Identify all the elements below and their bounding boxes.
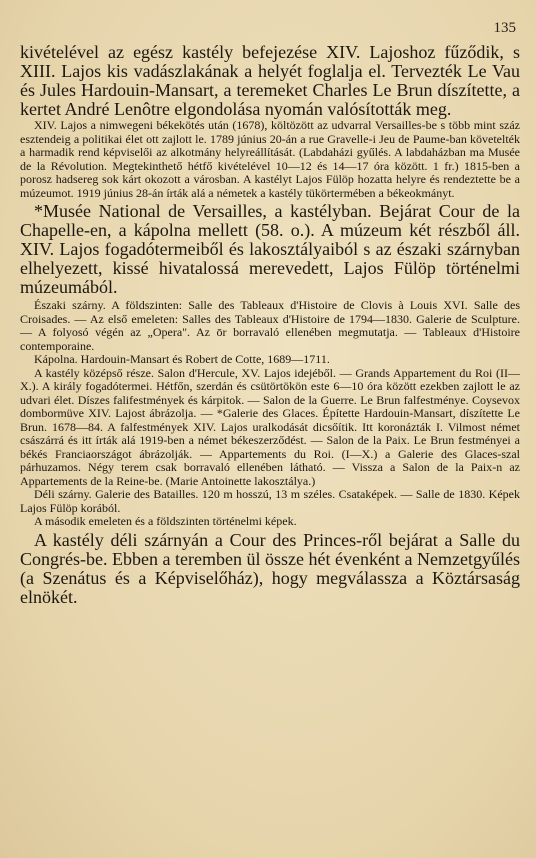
congress-paragraph: A kastély déli szárnyán a Cour des Princes-ről bejárat a Salle du Congrés-be. Ebben a teremben ül össze hét évenként a Nemzetgyűlés (a Szenátus és a Képviselőház), hogy megválassza a Köztársaság elnökét. [20,529,520,607]
page-number: 135 [493,20,516,36]
second-floor-paragraph: A második emeleten és a földszinten történelmi képek. [34,514,297,528]
history-paragraph: XIV. Lajos a nimwegeni békekötés után (1678), költözött az udvarral Versailles-be s több mint száz esztendeig a politikai élet ott zajlott le. 1789 június 20-án a rue Gravelle-i Jeu de Paume-ban követelték a harmadik rend képviselői az alkotmány helyreállítását. (Labdaházi gyűlés. A labdaházban ma Musée de la Révolution. Megtekinthető hétfő kivételével 10—12 és 14—17 óra között. 1 fr.) 1815-ben a porosz hadsereg sok kárt okozott a városban. A kastélyt Lajos Fülöp hozatta helyre és rendeztette be a múzeumot. 1919 június 28-án írták alá a németek a kastély tükörtermében a békeokmányt. [20,118,520,200]
south-wing-paragraph: Déli szárny. Galerie des Batailles. 120 m hosszú, 13 m széles. Csataképek. — Salle de 1830. Képek Lajos Fülöp korából. [20,487,520,515]
chapel-paragraph: Kápolna. Hardouin-Mansart és Robert de Cotte, 1689—1711. [34,352,330,366]
intro-paragraph: kivételével az egész kastély befejezése XIV. Lajoshoz fűződik, s XIII. Lajos kis vadászlakának a helyét foglalja el. Tervezték Le Vau és Jules Hardouin-Mansart, a teremeket Charles Le Brun díszítette, a kertet André Lenôtre elgondolása nyomán valósították meg. [20,42,520,119]
north-wing-paragraph: Északi szárny. A földszinten: Salle des Tableaux d'Histoire de Clovis à Louis XVI. Salle des Croisades. — Az első emeleten: Salles des Tableaux d'Histoire de 1794—1830. Galerie de Sculpture. — A folyosó végén az „Opera". Az ōr borravaló ellenében megmutatja. — Tableaux d'Histoire contemporaine. [20,298,520,353]
museum-paragraph: *Musée National de Versailles, a kastélyban. Bejárat Cour de la Chapelle-en, a kápolna mellett (58. o.). A múzeum két részből áll. XIV. Lajos fogadótermeiből és lakosztályaiból s az északi szárnyban elhelyezett, kissé hivatalossá merevedett, Lajos Fülöp történelmi múzeumából. [20,201,520,297]
central-part-paragraph: A kastély középső része. Salon d'Hercule, XV. Lajos idejéből. — Grands Appartement du Roi (II—X.). A király fogadótermei. Hétfőn, szerdán és csütörtökön este 6—10 óra között ezekben zajlott le az udvari élet. Díszes falifestmények és kárpitok. — Salon de la Guerre. Le Brun falfestménye. Coysevox dombormüve XIV. Lajost ábrázolja. — *Galerie des Glaces. Építette Hardouin-Mansart, díszítette Le Brun. 1678—84. A falfestmények XIV. Lajos uralkodását dicsőítik. Itt koronázták I. Vilmost német császárrá és itt írták alá 1919-ben a német békeszerződést. — Salon de la Paix. Le Brun festményei a békés Franciaországot ábrázolják. — Appartements du Roi. (I—X.) a Galerie des Glaces-szal párhuzamos. Négy terem csak borravaló ellenében látható. — Vissza a Salon de la Paix-n az Appartements de la Reine-be. (Marie Antoinette lakosztálya.) [20,365,520,488]
book-page [20,20,520,607]
